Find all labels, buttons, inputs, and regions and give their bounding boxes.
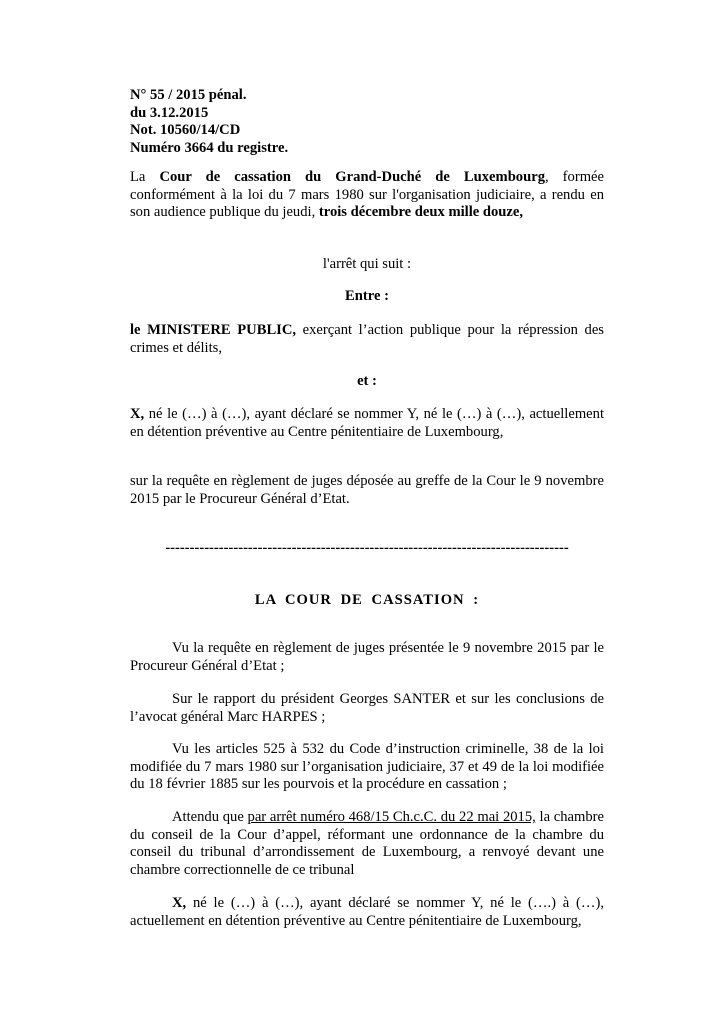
ministere-paragraph [130,322,604,357]
attendu-pre: Attendu que [172,809,248,825]
case-number: N° 55 / 2015 pénal. [130,87,247,103]
case-date: du 3.12.2015 [130,104,209,121]
ministere-rest: exerçant l’action publique pour la répression des crimes et délits, [130,322,604,356]
cour-heading [130,592,604,610]
intro-pre: La [130,169,160,185]
party-x-second-paragraph [130,895,604,930]
court-name: Cour de cassation du Grand-Duché de Luxembourg [159,169,545,185]
register-number: Numéro 3664 du registre. [130,139,289,156]
separator-line [130,540,604,558]
attendu-paragraph [130,809,604,879]
entre-heading [130,288,604,306]
separator-text: ----------------------------------------------------------------------------------- [165,540,569,556]
et-heading [130,373,604,391]
party-x-rest: né le (…) à (…), ayant déclaré se nommer Y, né le (…) à (…), actuellement en détention préventive au Centre pénitentiaire de Luxembourg, [130,406,604,440]
notice-number: Not. 10560/14/CD [130,122,241,138]
requete-paragraph: sur la requête en règlement de juges déposée au greffe de la Cour le 9 novembre 2015 par le Procureur Général d’Etat. [130,473,604,507]
party-x-name: X, [130,406,145,422]
attendu-reference: par arrêt numéro 468/15 Ch.c.C. du 22 mai 2015, [247,809,536,825]
intro-mid: , formée conformément à la loi du 7 mars 1980 sur l'organisation judiciaire, a rendu en son audience publique du jeudi, [130,169,605,220]
party-x2-rest: né le (…) à (…), ayant déclaré se nommer Y, né le (….) à (…), actuellement en détention préventive au Centre pénitentiaire de Luxembourg, [130,895,604,929]
party-x2-name: X, [172,895,187,911]
case-header [130,87,604,157]
et-label: et : [357,373,377,389]
rapport-paragraph: Sur le rapport du président Georges SANTER et sur les conclusions de l’avocat général Marc HARPES ; [130,691,604,725]
intro-paragraph [130,169,604,222]
vu-articles-paragraph: Vu les articles 525 à 532 du Code d’instruction criminelle, 38 de la loi modifiée du 7 mars 1980 sur l’organisation judiciaire, 37 et 49 de la loi modifiée du 18 février 1885 sur les pourvois et la procédure en cassation ; [130,741,604,792]
ministere-name: le MINISTERE PUBLIC, [130,322,297,338]
entre-label: Entre : [345,288,389,304]
vu-requete-paragraph: Vu la requête en règlement de juges présentée le 9 novembre 2015 par le Procureur Général d’Etat ; [130,640,604,674]
hearing-date: trois décembre deux mille douze, [318,204,524,220]
arret-qui-suit: l'arrêt qui suit : [322,256,412,272]
attendu-rest: la chambre du conseil de la Cour d’appel, réformant une ordonnance de la chambre du conseil du tribunal d’arrondissement de Luxembourg, a renvoyé devant une chambre correctionnelle de ce tribunal [130,809,604,878]
party-x-paragraph [130,406,604,441]
cour-title: LA COUR DE CASSATION : [254,592,480,608]
